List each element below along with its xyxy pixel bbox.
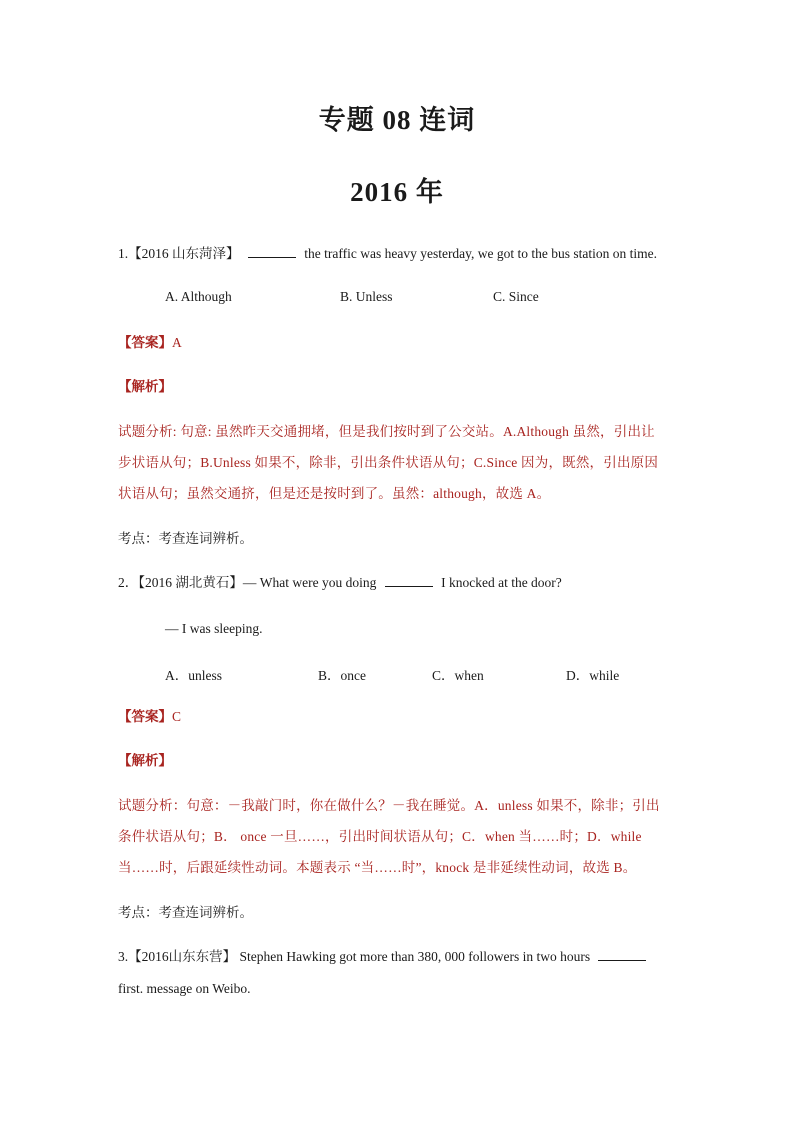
analysis-line: 条件状语从句；B． once 一旦……，引出时间状语从句；C．when 当……时；D．while	[118, 829, 642, 844]
question-text-continued: first. message on Weibo.	[118, 981, 251, 996]
answer-blank	[248, 245, 296, 258]
question-source: 【2016 山东菏泽】	[128, 246, 240, 261]
analysis-line: 状语从句；虽然交通挤，但是还是按时到了。虽然：although，故选 A。	[118, 486, 551, 501]
answer-line	[118, 708, 678, 726]
option-c: C．when	[432, 668, 484, 683]
question-source: 【2016山东东营】	[128, 949, 237, 964]
question-text: I knocked at the door?	[441, 575, 562, 590]
question-1	[118, 245, 678, 263]
answer-value: C	[172, 709, 182, 724]
analysis-line: 当……时，后跟延续性动词。本题表示 “当……时”，knock 是非延续性动词，故选 B。	[118, 860, 637, 875]
option-d: D．while	[566, 668, 620, 683]
question-number: 3.	[118, 949, 129, 964]
analysis-line: 试题分析：句意：－我敲门时，你在做什么？－我在睡觉。A．unless 如果不，除非；引出	[118, 798, 660, 813]
dialogue-reply: — I was sleeping.	[165, 621, 263, 636]
analysis-label: 【解析】	[118, 753, 172, 768]
answer-label: 【答案】	[118, 335, 172, 350]
year-heading: 2016 年	[350, 177, 444, 207]
answer-value: A	[172, 335, 182, 350]
answer-blank	[385, 574, 433, 587]
page-title: 专题 08 连词	[318, 105, 476, 135]
option-b: B. Unless	[340, 289, 393, 304]
answer-line	[118, 334, 678, 352]
option-b: B．once	[318, 668, 366, 683]
question-text: the traffic was heavy yesterday, we got to the bus station on time.	[304, 246, 658, 261]
analysis-line: 步状语从句；B.Unless 如果不，除非，引出条件状语从句；C.Since 因为，既然，引出原因	[118, 455, 659, 470]
knowledge-point: 考点：考查连词辨析。	[118, 531, 253, 546]
option-a: A．unless	[165, 668, 222, 683]
question-number: 1.	[118, 246, 129, 261]
question-source: 【2016 湖北黄石】	[138, 575, 243, 590]
question-3	[118, 948, 678, 966]
analysis-line: 试题分析: 句意: 虽然昨天交通拥堵，但是我们按时到了公交站。A.Although 虽然，引出让	[118, 424, 655, 439]
question-text: Stephen Hawking got more than 380, 000 followers in two hours	[239, 949, 591, 964]
question-2	[118, 574, 678, 592]
question-number: 2．	[118, 575, 139, 590]
knowledge-point: 考点：考查连词辨析。	[118, 905, 253, 920]
question-text: — What were you doing	[242, 575, 377, 590]
analysis-label: 【解析】	[118, 379, 172, 394]
answer-blank	[598, 948, 646, 961]
option-c: C. Since	[493, 289, 539, 304]
answer-label: 【答案】	[118, 709, 172, 724]
option-a: A. Although	[165, 289, 232, 304]
